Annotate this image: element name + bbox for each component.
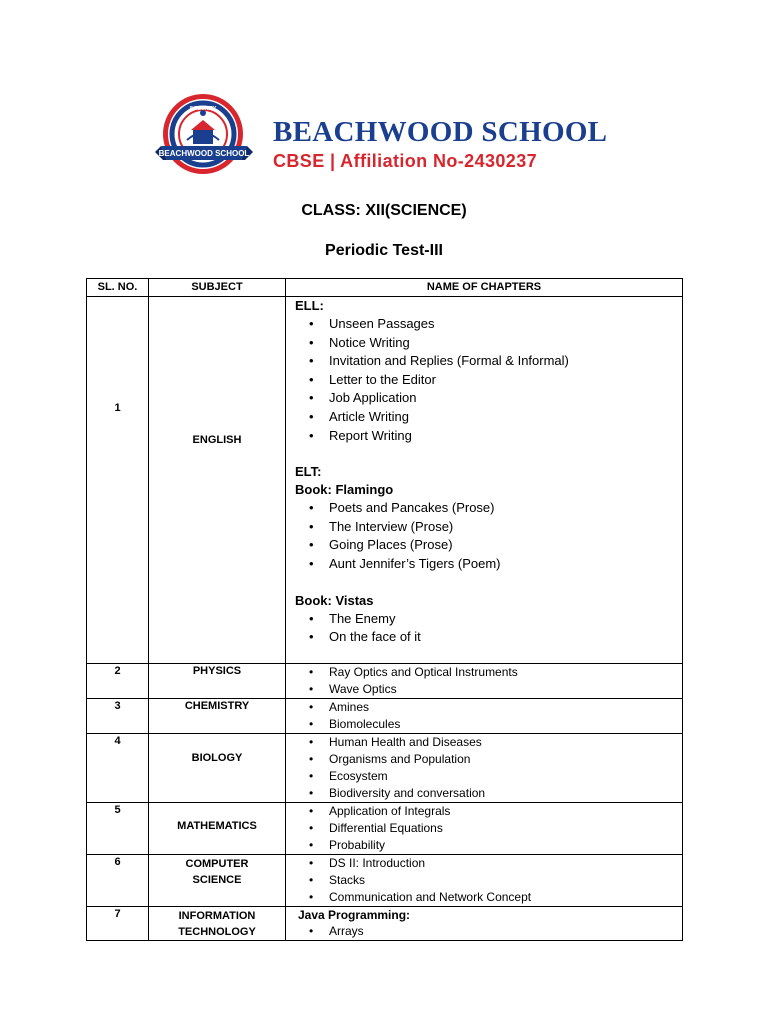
table-row xyxy=(87,664,683,699)
list-item: • Human Health and Diseases xyxy=(286,734,682,751)
list-item: • Ecosystem xyxy=(286,768,682,785)
list-item: • Wave Optics xyxy=(286,681,682,698)
table-row xyxy=(87,907,683,941)
list-item: • Aunt Jennifer’s Tigers (Poem) xyxy=(286,555,682,574)
table-row xyxy=(87,803,683,855)
list-item: • Article Writing xyxy=(286,408,682,427)
section-heading: Book: Vistas xyxy=(295,592,374,608)
affiliation-text: CBSE | Affiliation No-2430237 xyxy=(273,151,538,171)
table-row xyxy=(87,734,683,803)
section-heading: ELT: xyxy=(295,464,322,480)
list-item: • Stacks xyxy=(286,872,682,889)
subject-name: CHEMISTRY xyxy=(149,699,286,734)
list-item: • Organisms and Population xyxy=(286,751,682,768)
section-heading: Book: Flamingo xyxy=(295,482,394,498)
column-header: SL. NO. xyxy=(87,279,149,297)
serial-number: 3 xyxy=(87,699,149,734)
list-item: • DS II: Introduction xyxy=(286,855,682,872)
table-header-row xyxy=(87,279,683,297)
list-item: • The Enemy xyxy=(286,610,682,629)
chapters-cell xyxy=(286,664,683,699)
list-item: • Invitation and Replies (Formal & Informal) xyxy=(286,352,682,371)
subject-name: PHYSICS xyxy=(149,664,286,699)
list-item: • Letter to the Editor xyxy=(286,371,682,390)
subject-name: BIOLOGY xyxy=(149,734,286,803)
school-header xyxy=(155,90,625,185)
list-item: • Ray Optics and Optical Instruments xyxy=(286,664,682,681)
list-item: • The Interview (Prose) xyxy=(286,518,682,537)
chapters-cell xyxy=(286,855,683,907)
chapters-cell xyxy=(286,699,683,734)
list-item: • Communication and Network Concept xyxy=(286,889,682,906)
column-header: NAME OF CHAPTERS xyxy=(286,279,683,297)
list-item: • Probability xyxy=(286,837,682,854)
serial-number: 1 xyxy=(87,297,149,664)
seal-banner-text: BEACHWOOD SCHOOL xyxy=(158,149,250,158)
list-item: • Application of Integrals xyxy=(286,803,682,820)
serial-number: 2 xyxy=(87,664,149,699)
serial-number: 4 xyxy=(87,734,149,803)
subject-name: INFORMATION TECHNOLOGY xyxy=(149,907,286,941)
list-item: • Unseen Passages xyxy=(286,315,682,334)
list-item: • Biomolecules xyxy=(286,716,682,733)
seal-top-text: INTEGRITY xyxy=(189,106,217,112)
list-item: • Biodiversity and conversation xyxy=(286,785,682,802)
serial-number: 5 xyxy=(87,803,149,855)
class-title: CLASS: XII(SCIENCE) xyxy=(301,202,467,219)
chapters-cell xyxy=(286,297,683,664)
table-row xyxy=(87,699,683,734)
serial-number: 7 xyxy=(87,907,149,941)
chapters-cell xyxy=(286,907,683,941)
list-item: • On the face of it xyxy=(286,628,682,647)
list-item: • Job Application xyxy=(286,389,682,408)
list-item: • Report Writing xyxy=(286,427,682,446)
column-header: SUBJECT xyxy=(149,279,286,297)
syllabus-table xyxy=(86,278,683,941)
list-item: • Arrays xyxy=(286,923,682,940)
chapters-cell xyxy=(286,734,683,803)
list-item: • Amines xyxy=(286,699,682,716)
list-item: • Going Places (Prose) xyxy=(286,536,682,555)
table-row xyxy=(87,297,683,664)
list-item: • Poets and Pancakes (Prose) xyxy=(286,499,682,518)
section-heading: Java Programming: xyxy=(298,908,411,922)
subject-name: MATHEMATICS xyxy=(149,803,286,855)
table-row xyxy=(87,855,683,907)
school-name: BEACHWOOD SCHOOL xyxy=(273,116,608,148)
chapters-cell xyxy=(286,803,683,855)
school-seal-logo xyxy=(155,90,265,185)
subject-name: COMPUTER SCIENCE xyxy=(149,855,286,907)
test-title: Periodic Test-III xyxy=(325,242,443,259)
section-heading: ELL: xyxy=(295,298,324,313)
list-item: • Notice Writing xyxy=(286,334,682,353)
subject-name: ENGLISH xyxy=(149,297,286,664)
list-item: • Differential Equations xyxy=(286,820,682,837)
serial-number: 6 xyxy=(87,855,149,907)
